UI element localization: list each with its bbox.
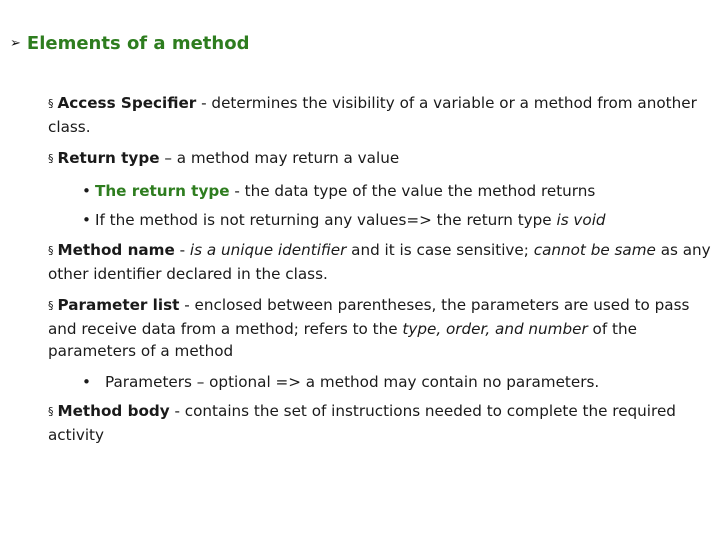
method-name-desc: as any other identifier declared in the class. xyxy=(48,241,711,283)
square-bullet-icon: § xyxy=(48,244,54,257)
return-type-term: Return type xyxy=(57,149,160,167)
method-body-term: Method body xyxy=(57,402,170,420)
dot-bullet-icon: • xyxy=(82,373,91,391)
parameter-list-desc-2: of the parameters of a method xyxy=(48,320,637,360)
square-bullet-icon: § xyxy=(48,97,54,110)
method-name-mid: and it is case sensitive; xyxy=(346,241,534,259)
return-type-void-text: If the method is not returning any values=> the return type xyxy=(94,211,557,229)
slide-title-text: Elements of a method xyxy=(26,33,250,54)
return-type-sub-desc: - the data type of the value the method returns xyxy=(229,182,596,200)
return-type-sub-term: The return type xyxy=(94,182,230,200)
return-type-subitem-2 xyxy=(48,209,716,231)
method-name-item xyxy=(48,239,716,285)
return-type-item xyxy=(48,147,716,171)
method-name-italic-1: is a unique identifier xyxy=(189,241,347,259)
parameter-list-desc: - enclosed between parentheses, the parameters are used to pass and receive data from a method; refers to the xyxy=(48,296,690,338)
parameter-list-term: Parameter list xyxy=(57,296,180,314)
dot-bullet-icon: • xyxy=(82,211,91,229)
dot-bullet-icon: • xyxy=(82,182,91,200)
parameter-list-italic: type, order, and number xyxy=(402,320,588,338)
arrow-bullet-icon: ➢ xyxy=(10,36,21,51)
access-specifier-term: Access Specifier xyxy=(57,94,197,112)
method-name-term: Method name xyxy=(57,241,175,259)
return-type-subitem-1 xyxy=(48,180,716,202)
parameter-list-sub-text: Parameters – optional => a method may contain no parameters. xyxy=(104,373,600,391)
parameter-list-subitem xyxy=(48,371,716,393)
square-bullet-icon: § xyxy=(48,152,54,165)
method-name-italic-2: cannot be same xyxy=(533,241,656,259)
content-body xyxy=(48,92,716,455)
method-name-dash: - xyxy=(174,241,190,259)
return-type-desc: – a method may return a value xyxy=(159,149,400,167)
square-bullet-icon: § xyxy=(48,299,54,312)
parameter-list-item xyxy=(48,294,716,362)
method-body-desc: - contains the set of instructions needed to complete the required activity xyxy=(48,402,676,444)
slide-title xyxy=(10,33,249,54)
access-specifier-item xyxy=(48,92,716,138)
method-body-item xyxy=(48,400,716,446)
access-specifier-desc: - determines the visibility of a variable or a method from another class. xyxy=(48,94,697,136)
return-type-void-italic: is void xyxy=(556,211,606,229)
square-bullet-icon: § xyxy=(48,405,54,418)
